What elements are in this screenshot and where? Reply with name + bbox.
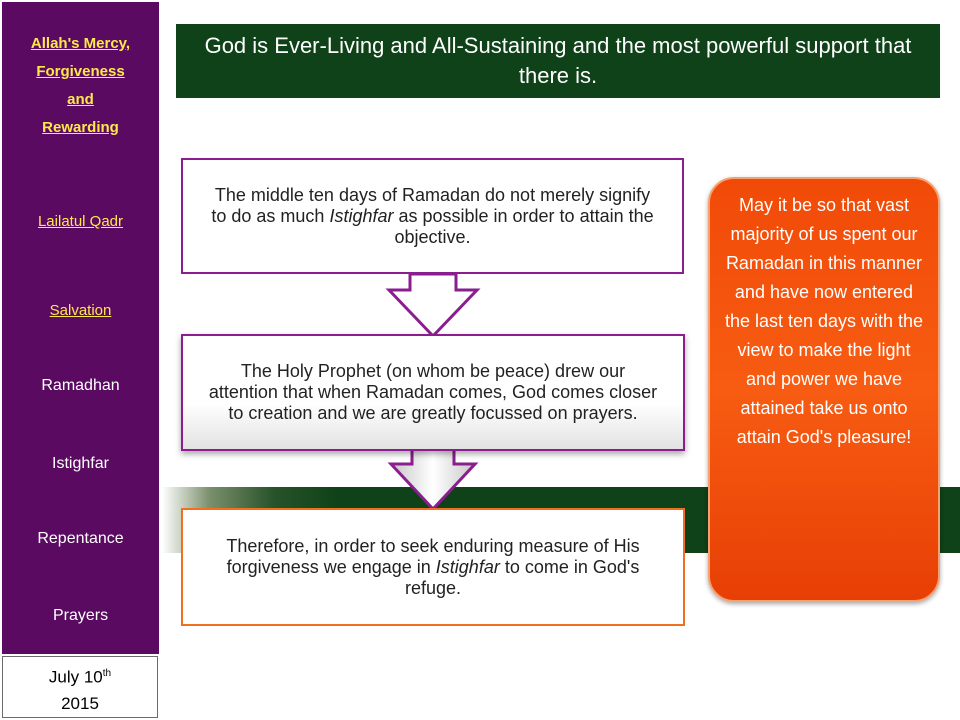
flow-box-3-text-after: to come in God's refuge. bbox=[404, 556, 640, 598]
date-year: 2015 bbox=[61, 693, 99, 713]
header-text: God is Ever-Living and All-Sustaining and the most powerful support that there is. bbox=[204, 33, 912, 88]
sidebar-title-line-1: Allah's Mercy, bbox=[30, 35, 131, 52]
flow-box-3 bbox=[181, 508, 685, 626]
flow-box-1-text-before: The middle ten days of Ramadan do not merely signify to do as much bbox=[211, 184, 651, 226]
flow-box-1-emphasis: Istighfar bbox=[329, 205, 394, 226]
callout-text: May it be so that vast majority of us spent our Ramadan in this manner and have now entered the last ten days with the view to make the light and power we have attained take us onto attain God's pleasure! bbox=[724, 195, 924, 447]
flow-box-3-text-before: Therefore, in order to seek enduring measure of His forgiveness we engage in bbox=[226, 535, 640, 577]
sidebar-title-line-3: and bbox=[67, 91, 94, 108]
flow-box-2-text: The Holy Prophet (on whom be peace) drew our attention that when Ramadan comes, God comes closer to creation and we are greatly focussed on prayers. bbox=[208, 361, 658, 423]
flow-box-3-emphasis: Istighfar bbox=[435, 556, 500, 577]
sidebar-item-istighfar[interactable]: Istighfar bbox=[52, 455, 109, 472]
flow-box-2 bbox=[181, 334, 685, 451]
sidebar-item-salvation[interactable]: Salvation bbox=[49, 302, 112, 319]
sidebar-item-ramadhan[interactable]: Ramadhan bbox=[41, 377, 120, 394]
sidebar-title-line-2: Forgiveness bbox=[36, 63, 125, 80]
date-month-day: July 10 bbox=[48, 667, 103, 687]
sidebar-item-repentance[interactable]: Repentance bbox=[37, 530, 124, 547]
callout-box bbox=[708, 177, 940, 602]
sidebar-item-lailatul-qadr[interactable]: Lailatul Qadr bbox=[37, 213, 124, 230]
flow-box-1-text-after: as possible in order to attain the objective. bbox=[393, 205, 654, 247]
sidebar-item-prayers[interactable]: Prayers bbox=[52, 607, 109, 624]
flow-box-3-text bbox=[205, 536, 661, 599]
sidebar-title-line-4: Rewarding bbox=[42, 119, 119, 136]
date-suffix: th bbox=[102, 668, 112, 679]
